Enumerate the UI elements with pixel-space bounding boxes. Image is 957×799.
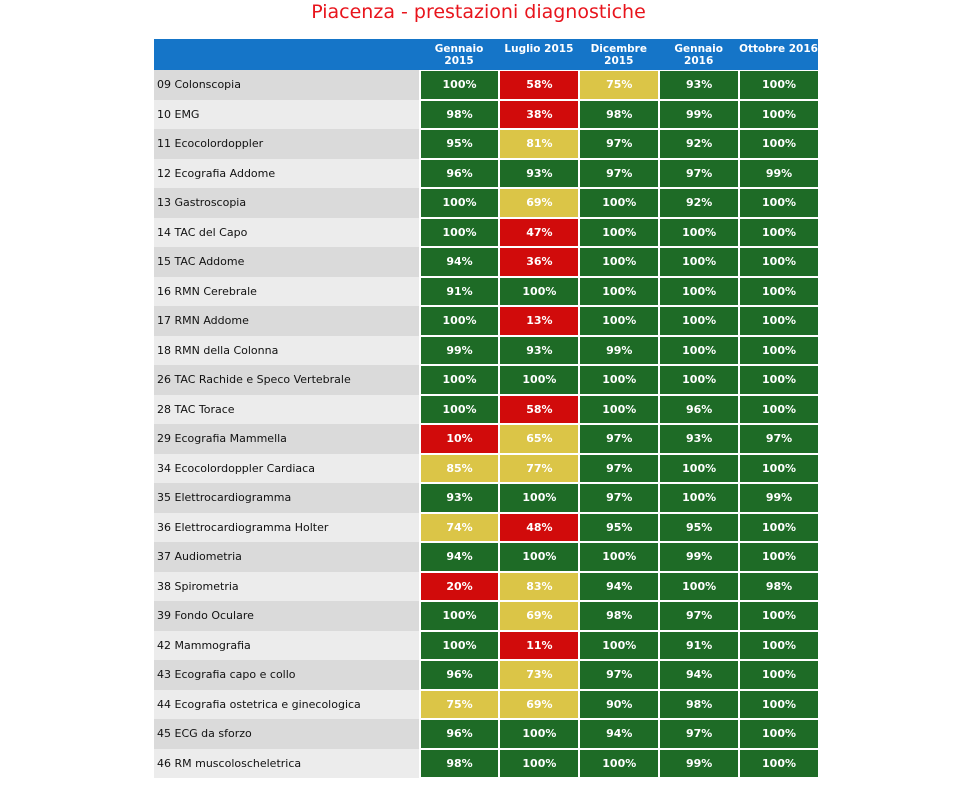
value-cell: 97% xyxy=(740,425,818,453)
value-cell: 97% xyxy=(580,661,658,689)
table-row xyxy=(154,395,818,425)
value-cell: 100% xyxy=(421,307,499,335)
value-cell: 83% xyxy=(500,573,578,601)
value-cell: 100% xyxy=(740,750,818,778)
row-label: 26 TAC Rachide e Speco Vertebrale xyxy=(154,365,419,395)
row-label: 29 Ecografia Mammella xyxy=(154,424,419,454)
value-cell: 100% xyxy=(500,543,578,571)
row-label: 45 ECG da sforzo xyxy=(154,719,419,749)
table-row xyxy=(154,247,818,277)
value-cell: 100% xyxy=(500,484,578,512)
table-row xyxy=(154,424,818,454)
value-cell: 99% xyxy=(660,101,738,129)
value-cell: 100% xyxy=(421,602,499,630)
row-label: 16 RMN Cerebrale xyxy=(154,277,419,307)
value-cell: 100% xyxy=(660,307,738,335)
table-row xyxy=(154,277,818,307)
value-cell: 38% xyxy=(500,101,578,129)
value-cell: 100% xyxy=(500,278,578,306)
value-cell: 95% xyxy=(421,130,499,158)
column-header: Dicembre 2015 xyxy=(590,43,647,67)
value-cell: 100% xyxy=(660,573,738,601)
row-label: 17 RMN Addome xyxy=(154,306,419,336)
table-header xyxy=(154,39,818,70)
value-cell: 81% xyxy=(500,130,578,158)
row-label: 42 Mammografia xyxy=(154,631,419,661)
value-cell: 100% xyxy=(740,366,818,394)
value-cell: 97% xyxy=(580,160,658,188)
value-cell: 100% xyxy=(580,366,658,394)
value-cell: 100% xyxy=(580,307,658,335)
value-cell: 98% xyxy=(580,101,658,129)
row-label: 43 Ecografia capo e collo xyxy=(154,660,419,690)
value-cell: 100% xyxy=(740,307,818,335)
value-cell: 95% xyxy=(660,514,738,542)
value-cell: 100% xyxy=(421,396,499,424)
value-cell: 100% xyxy=(740,189,818,217)
value-cell: 100% xyxy=(740,661,818,689)
value-cell: 100% xyxy=(660,484,738,512)
value-cell: 73% xyxy=(500,661,578,689)
table-row xyxy=(154,542,818,572)
value-cell: 100% xyxy=(740,71,818,99)
value-cell: 58% xyxy=(500,71,578,99)
value-cell: 93% xyxy=(421,484,499,512)
value-cell: 36% xyxy=(500,248,578,276)
value-cell: 48% xyxy=(500,514,578,542)
value-cell: 100% xyxy=(740,219,818,247)
value-cell: 99% xyxy=(740,484,818,512)
value-cell: 91% xyxy=(660,632,738,660)
table-row xyxy=(154,159,818,189)
row-label: 12 Ecografia Addome xyxy=(154,159,419,189)
row-label: 34 Ecocolordoppler Cardiaca xyxy=(154,454,419,484)
value-cell: 100% xyxy=(580,543,658,571)
value-cell: 99% xyxy=(421,337,499,365)
value-cell: 100% xyxy=(660,219,738,247)
row-label: 38 Spirometria xyxy=(154,572,419,602)
table-row xyxy=(154,749,818,779)
header-label-spacer xyxy=(154,39,419,70)
row-label: 36 Elettrocardiogramma Holter xyxy=(154,513,419,543)
row-label: 13 Gastroscopia xyxy=(154,188,419,218)
value-cell: 100% xyxy=(421,71,499,99)
value-cell: 96% xyxy=(660,396,738,424)
table-row xyxy=(154,660,818,690)
value-cell: 58% xyxy=(500,396,578,424)
value-cell: 100% xyxy=(580,189,658,217)
value-cell: 100% xyxy=(740,632,818,660)
value-cell: 94% xyxy=(660,661,738,689)
row-label: 37 Audiometria xyxy=(154,542,419,572)
data-table xyxy=(154,39,818,778)
value-cell: 11% xyxy=(500,632,578,660)
row-label: 35 Elettrocardiogramma xyxy=(154,483,419,513)
column-header: Gennaio 2015 xyxy=(434,43,484,67)
value-cell: 69% xyxy=(500,602,578,630)
row-label: 46 RM muscoloscheletrica xyxy=(154,749,419,779)
value-cell: 100% xyxy=(740,691,818,719)
value-cell: 93% xyxy=(500,160,578,188)
value-cell: 100% xyxy=(580,278,658,306)
value-cell: 100% xyxy=(500,720,578,748)
row-label: 11 Ecocolordoppler xyxy=(154,129,419,159)
value-cell: 92% xyxy=(660,189,738,217)
value-cell: 100% xyxy=(580,632,658,660)
value-cell: 97% xyxy=(580,484,658,512)
value-cell: 100% xyxy=(740,455,818,483)
value-cell: 100% xyxy=(421,219,499,247)
value-cell: 100% xyxy=(740,337,818,365)
value-cell: 93% xyxy=(660,425,738,453)
value-cell: 100% xyxy=(660,278,738,306)
value-cell: 94% xyxy=(580,720,658,748)
value-cell: 77% xyxy=(500,455,578,483)
value-cell: 99% xyxy=(660,750,738,778)
value-cell: 90% xyxy=(580,691,658,719)
column-header: Luglio 2015 xyxy=(504,43,574,55)
value-cell: 100% xyxy=(740,720,818,748)
value-cell: 20% xyxy=(421,573,499,601)
value-cell: 98% xyxy=(660,691,738,719)
value-cell: 100% xyxy=(740,396,818,424)
value-cell: 100% xyxy=(660,337,738,365)
value-cell: 100% xyxy=(740,101,818,129)
value-cell: 13% xyxy=(500,307,578,335)
value-cell: 96% xyxy=(421,720,499,748)
value-cell: 99% xyxy=(660,543,738,571)
table-row xyxy=(154,336,818,366)
value-cell: 69% xyxy=(500,189,578,217)
value-cell: 94% xyxy=(421,248,499,276)
value-cell: 85% xyxy=(421,455,499,483)
value-cell: 94% xyxy=(580,573,658,601)
value-cell: 97% xyxy=(580,425,658,453)
row-label: 39 Fondo Oculare xyxy=(154,601,419,631)
value-cell: 93% xyxy=(500,337,578,365)
row-label: 44 Ecografia ostetrica e ginecologica xyxy=(154,690,419,720)
value-cell: 97% xyxy=(660,720,738,748)
table-row xyxy=(154,483,818,513)
value-cell: 100% xyxy=(421,189,499,217)
table-row xyxy=(154,572,818,602)
value-cell: 93% xyxy=(660,71,738,99)
value-cell: 94% xyxy=(421,543,499,571)
table-row xyxy=(154,188,818,218)
table-row xyxy=(154,365,818,395)
value-cell: 91% xyxy=(421,278,499,306)
value-cell: 74% xyxy=(421,514,499,542)
column-header: Ottobre 2016 xyxy=(739,43,818,55)
value-cell: 98% xyxy=(421,101,499,129)
value-cell: 100% xyxy=(580,248,658,276)
value-cell: 65% xyxy=(500,425,578,453)
value-cell: 100% xyxy=(660,455,738,483)
value-cell: 97% xyxy=(660,160,738,188)
table-row xyxy=(154,631,818,661)
value-cell: 69% xyxy=(500,691,578,719)
value-cell: 96% xyxy=(421,661,499,689)
row-label: 18 RMN della Colonna xyxy=(154,336,419,366)
value-cell: 97% xyxy=(580,130,658,158)
row-label: 15 TAC Addome xyxy=(154,247,419,277)
value-cell: 75% xyxy=(421,691,499,719)
value-cell: 100% xyxy=(660,248,738,276)
value-cell: 97% xyxy=(660,602,738,630)
value-cell: 100% xyxy=(740,248,818,276)
chart-title: Piacenza - prestazioni diagnostiche xyxy=(311,1,646,23)
row-label: 10 EMG xyxy=(154,100,419,130)
value-cell: 98% xyxy=(740,573,818,601)
table-row xyxy=(154,306,818,336)
table-row xyxy=(154,690,818,720)
table-row xyxy=(154,454,818,484)
value-cell: 98% xyxy=(580,602,658,630)
value-cell: 100% xyxy=(421,632,499,660)
value-cell: 10% xyxy=(421,425,499,453)
value-cell: 47% xyxy=(500,219,578,247)
value-cell: 97% xyxy=(580,455,658,483)
table-row xyxy=(154,129,818,159)
value-cell: 99% xyxy=(580,337,658,365)
value-cell: 100% xyxy=(580,219,658,247)
row-label: 28 TAC Torace xyxy=(154,395,419,425)
table-row xyxy=(154,70,818,100)
table-row xyxy=(154,719,818,749)
value-cell: 100% xyxy=(500,750,578,778)
value-cell: 96% xyxy=(421,160,499,188)
value-cell: 99% xyxy=(740,160,818,188)
value-cell: 100% xyxy=(740,514,818,542)
value-cell: 100% xyxy=(580,750,658,778)
row-label: 09 Colonscopia xyxy=(154,70,419,100)
value-cell: 100% xyxy=(500,366,578,394)
value-cell: 100% xyxy=(580,396,658,424)
value-cell: 95% xyxy=(580,514,658,542)
table-row xyxy=(154,100,818,130)
table-row xyxy=(154,513,818,543)
table-body xyxy=(154,70,818,778)
value-cell: 100% xyxy=(421,366,499,394)
value-cell: 75% xyxy=(580,71,658,99)
value-cell: 100% xyxy=(740,602,818,630)
row-label: 14 TAC del Capo xyxy=(154,218,419,248)
value-cell: 100% xyxy=(740,130,818,158)
value-cell: 98% xyxy=(421,750,499,778)
value-cell: 92% xyxy=(660,130,738,158)
value-cell: 100% xyxy=(740,278,818,306)
value-cell: 100% xyxy=(660,366,738,394)
table-row xyxy=(154,218,818,248)
value-cell: 100% xyxy=(740,543,818,571)
table-row xyxy=(154,601,818,631)
column-header: Gennaio 2016 xyxy=(674,43,723,67)
